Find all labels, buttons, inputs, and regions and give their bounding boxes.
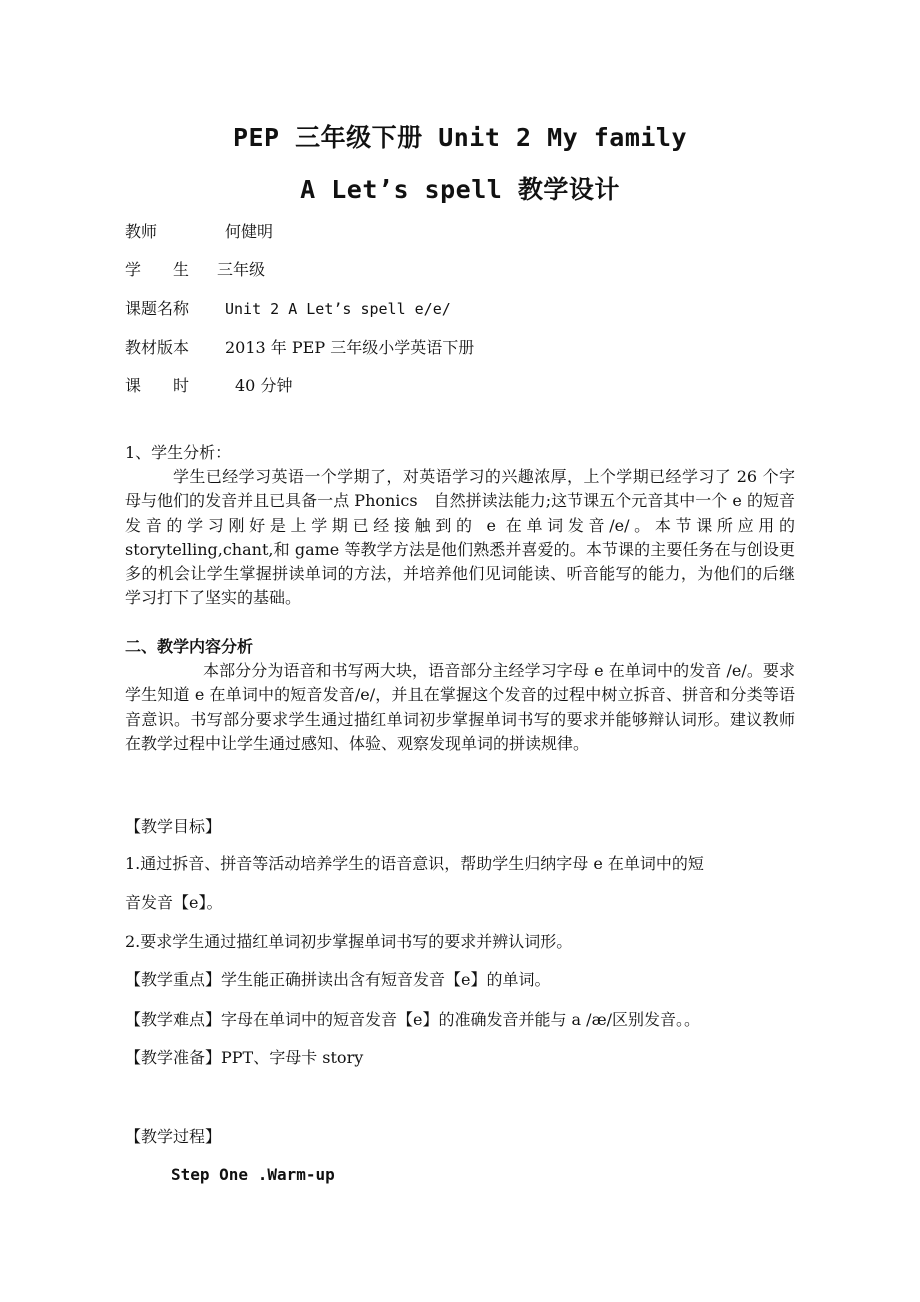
goal-1-line-2: 音发音【e】。 xyxy=(125,893,223,912)
meta-label: 教材版本 xyxy=(125,338,190,357)
paragraph-content-analysis: 本部分分为语音和书写两大块，语音部分主经学习字母 e 在单词中的发音 /e/。要求学生知道 e 在单词中的短音发音/e/，并且在掌握这个发音的过程中树立拆音、拼音和分类等语音意识。书写部分要求学生通过描红单词初步掌握单词书写的要求并能够辩认词形。建议教师在教学过程中让学生通过感知、体验、观察发现单词的拼读规律。 xyxy=(125,661,795,753)
key-point: 【教学重点】学生能正确拼读出含有短音发音【e】的单词。 xyxy=(125,970,551,989)
step-one-heading: Step One .Warm-up xyxy=(171,1165,335,1184)
meta-label: 课 时 xyxy=(125,376,190,395)
title-line-1: PEP 三年级下册 Unit 2 My family xyxy=(232,123,688,152)
title-line-2: A Let’s spell 教学设计 xyxy=(300,175,620,204)
meta-topic xyxy=(125,297,805,321)
meta-teacher xyxy=(125,220,805,244)
preparation: 【教学准备】PPT、字母卡 story xyxy=(125,1048,364,1067)
heading-teaching-goals: 【教学目标】 xyxy=(125,817,222,836)
goal-2: 2.要求学生通过描红单词初步掌握单词书写的要求并辨认词形。 xyxy=(125,932,573,951)
meta-label: 学 生 xyxy=(125,260,190,279)
meta-label: 课题名称 xyxy=(125,299,190,318)
heading-teaching-process: 【教学过程】 xyxy=(125,1127,222,1146)
meta-value: 三年级 xyxy=(217,260,266,279)
difficulty: 【教学难点】字母在单词中的短音发音【e】的准确发音并能与 a /æ/区别发音。。 xyxy=(125,1010,701,1029)
meta-value: 2013 年 PEP 三年级小学英语下册 xyxy=(225,338,475,357)
meta-value: 40 分钟 xyxy=(235,376,293,395)
meta-value: 何健明 xyxy=(225,222,274,241)
paragraph-student-analysis: 学生已经学习英语一个学期了，对英语学习的兴趣浓厚，上个学期已经学习了 26 个字母与他们的发音并且已具备一点 Phonics 自然拼读法能力;这节课五个元音其中一个 e 的短音发音的学习刚好是上学期已经接触到的 e 在单词发音/e/。本节课所应用的 storytelling,chant,和 game 等教学方法是他们熟悉并喜爱的。本节课的主要任务在与创设更多的机会让学生掌握拼读单词的方法，并培养他们见词能读、听音能写的能力，为他们的后继学习打下了坚实的基础。 xyxy=(125,467,795,608)
meta-student xyxy=(125,258,805,282)
meta-label: 教师 xyxy=(125,222,158,241)
meta-edition xyxy=(125,336,805,360)
section-heading-content-analysis: 二、教学内容分析 xyxy=(125,637,254,656)
goal-1-line-1: 1.通过拆音、拼音等活动培养学生的语音意识，帮助学生归纳字母 e 在单词中的短 xyxy=(125,854,704,873)
section-heading-student-analysis: 1、学生分析： xyxy=(125,443,232,462)
meta-duration xyxy=(125,374,805,398)
meta-value: Unit 2 A Let’s spell e/e/ xyxy=(225,300,451,318)
